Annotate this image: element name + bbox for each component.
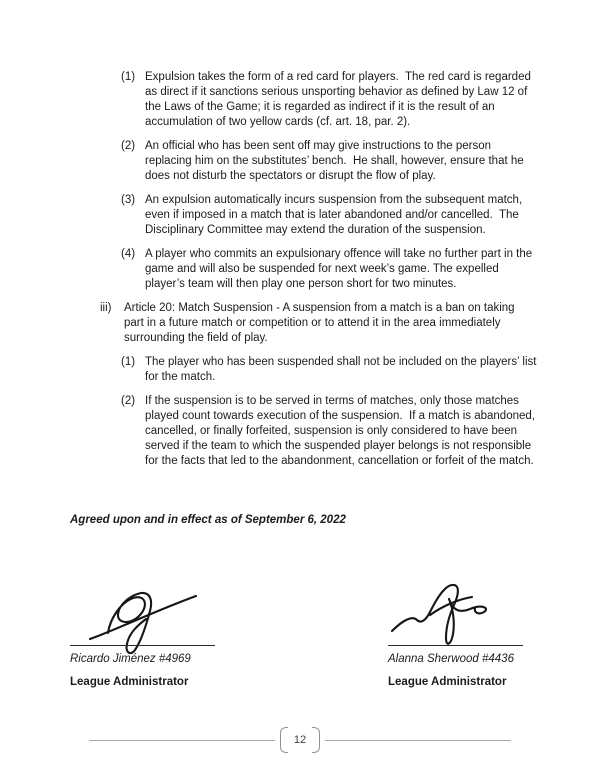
document-body: [0, 70, 600, 528]
signatory-title: League Administrator: [70, 676, 189, 688]
page-number: 12: [293, 734, 307, 746]
list-item: [0, 193, 537, 238]
signature-line: [70, 645, 215, 646]
effective-note: Agreed upon and in effect as of September 6, 2022: [70, 514, 346, 526]
list-item-text: Expulsion takes the form of a red card for players. The red card is regarded as direct if it sanctions serious unsporting behavior as defined by Law 12 of the Laws of the Game; it is regarded as indirect if it is the result of an accumulation of two yellow cards (cf. art. 18, par. 2).: [145, 71, 535, 128]
signature-scrawl-left: [70, 588, 300, 645]
list-item-text: The player who has been suspended shall not be included on the players’ list for the match.: [145, 356, 540, 383]
list-item: [0, 355, 540, 385]
signatory-name: Alanna Sherwood #4436: [388, 653, 514, 665]
signature-ink-icon: [390, 581, 508, 655]
list-item-marker: (1): [121, 71, 136, 83]
list-item-text: If the suspension is to be served in terms of matches, only those matches played count towards execution of the suspension. If a match is abandoned, cancelled, or finally forfeited, suspension is only considered to have been served if the team to which the suspended player belongs is not responsible for the facts that led to the abandonment, cancellation or forfeit of the match.: [145, 395, 539, 467]
signature-block-right: [388, 588, 558, 688]
page-footer: [0, 727, 600, 753]
list-item-marker: (1): [121, 356, 136, 368]
page-number-bracket-left-icon: [280, 727, 288, 753]
list-item-text: Article 20: Match Suspension - A suspension from a match is a ban on taking part in a future match or competition or to attend it in the area immediately surrounding the field of play.: [124, 302, 518, 344]
list-item-text: An official who has been sent off may give instructions to the person replacing him on the substitutes’ bench. He shall, however, ensure that he does not disturb the spectators or disrupt the flow of play.: [145, 140, 527, 182]
list-item-marker: (2): [121, 395, 136, 407]
list-item-marker: iii): [100, 302, 112, 314]
signatory-title: League Administrator: [388, 676, 507, 688]
page-number-bracket-right-icon: [312, 727, 320, 753]
signatory-name: Ricardo Jiménez #4969: [70, 653, 191, 665]
list-item: [0, 301, 537, 346]
list-item: [0, 394, 537, 469]
list-item-marker: (2): [121, 140, 136, 152]
signature-block-left: [70, 588, 300, 688]
signature-line: [388, 645, 523, 646]
list-item: [0, 70, 537, 130]
list-item: [0, 139, 537, 184]
footer-rule-right: [325, 740, 511, 741]
list-item-marker: (4): [121, 248, 136, 260]
footer-rule-left: [89, 740, 275, 741]
list-item: [0, 247, 537, 292]
list-item-marker: (3): [121, 194, 136, 206]
list-item-text: A player who commits an expulsionary offence will take no further part in the game and will also be suspended for next week’s game. The expelled player’s team will then play one person short for two minutes.: [145, 248, 536, 290]
signature-scrawl-right: [388, 588, 558, 645]
list-item-text: An expulsion automatically incurs suspension from the subsequent match, even if imposed in a match that is later abandoned and/or cancelled. The Disciplinary Committee may extend the duration of the suspension.: [145, 194, 526, 236]
